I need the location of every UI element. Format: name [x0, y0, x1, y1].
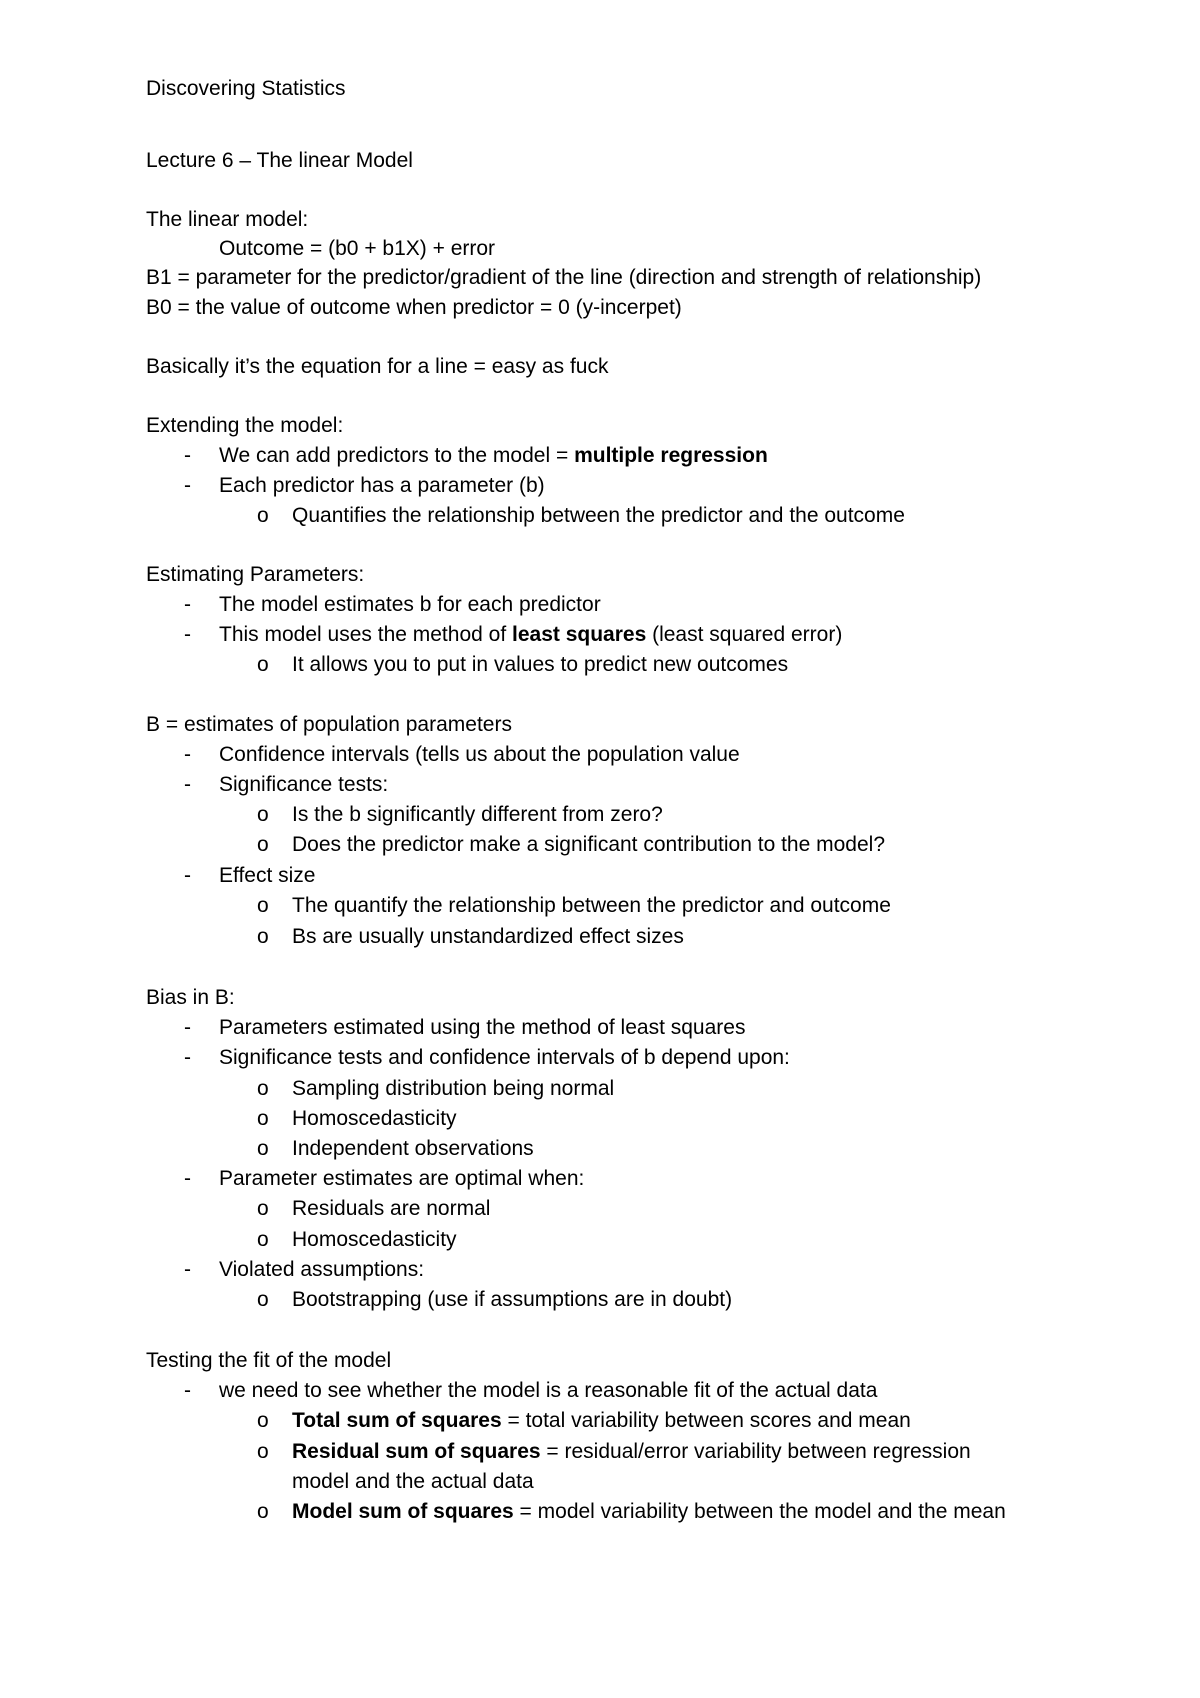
list-item: we need to see whether the model is a reasonable fit of the actual data: [219, 1379, 878, 1402]
b0-definition: B0 = the value of outcome when predictor = 0 (y-incerpet): [146, 296, 682, 319]
list-item: The model estimates b for each predictor: [219, 593, 601, 616]
bullet-circle: o: [257, 1409, 269, 1432]
bullet-dash: -: [184, 623, 191, 646]
bullet-dash: -: [184, 773, 191, 796]
list-subitem: The quantify the relationship between the predictor and outcome: [292, 894, 891, 917]
bullet-circle: o: [257, 1197, 269, 1220]
section-heading-testing: Testing the fit of the model: [146, 1349, 392, 1372]
list-subitem: It allows you to put in values to predict new outcomes: [292, 653, 789, 676]
list-subitem: Independent observations: [292, 1137, 534, 1160]
list-subitem: Quantifies the relationship between the predictor and the outcome: [292, 504, 905, 527]
list-subitem: Does the predictor make a significant contribution to the model?: [292, 833, 885, 856]
bullet-dash: -: [184, 864, 191, 887]
section-heading-estimating: Estimating Parameters:: [146, 563, 365, 586]
list-item: Parameters estimated using the method of least squares: [219, 1016, 746, 1039]
list-subitem: Is the b significantly different from zero?: [292, 803, 663, 826]
bullet-circle: o: [257, 653, 269, 676]
b1-definition: B1 = parameter for the predictor/gradient of the line (direction and strength of relationship): [146, 266, 982, 289]
list-item: We can add predictors to the model = multiple regression: [219, 444, 768, 467]
list-subitem: Residuals are normal: [292, 1197, 491, 1220]
basically-note: Basically it’s the equation for a line = easy as fuck: [146, 355, 609, 378]
bullet-dash: -: [184, 1016, 191, 1039]
bullet-circle: o: [257, 1077, 269, 1100]
bullet-dash: -: [184, 1258, 191, 1281]
list-subitem: Total sum of squares = total variability between scores and mean: [292, 1409, 911, 1432]
list-subitem: Model sum of squares = model variability between the model and the mean: [292, 1500, 1006, 1523]
list-subitem: Bs are usually unstandardized effect sizes: [292, 925, 684, 948]
bullet-dash: -: [184, 593, 191, 616]
section-heading-extending: Extending the model:: [146, 414, 344, 437]
list-item: Confidence intervals (tells us about the population value: [219, 743, 740, 766]
bullet-dash: -: [184, 1379, 191, 1402]
bullet-dash: -: [184, 444, 191, 467]
document-title: Discovering Statistics: [146, 77, 346, 100]
linear-model-equation: Outcome = (b0 + b1X) + error: [219, 237, 496, 260]
list-subitem: Residual sum of squares = residual/error variability between regression: [292, 1440, 971, 1463]
list-item: Effect size: [219, 864, 316, 887]
bullet-dash: -: [184, 1167, 191, 1190]
list-item: Parameter estimates are optimal when:: [219, 1167, 585, 1190]
bullet-circle: o: [257, 1440, 269, 1463]
bullet-dash: -: [184, 743, 191, 766]
bullet-circle: o: [257, 1288, 269, 1311]
bullet-circle: o: [257, 504, 269, 527]
list-subitem: Sampling distribution being normal: [292, 1077, 615, 1100]
bullet-circle: o: [257, 1500, 269, 1523]
bullet-circle: o: [257, 925, 269, 948]
list-item: This model uses the method of least squares (least squared error): [219, 623, 843, 646]
section-heading-b-estimates: B = estimates of population parameters: [146, 713, 512, 736]
list-item: Significance tests and confidence intervals of b depend upon:: [219, 1046, 790, 1069]
bullet-circle: o: [257, 1137, 269, 1160]
list-item: Each predictor has a parameter (b): [219, 474, 545, 497]
bullet-circle: o: [257, 833, 269, 856]
section-heading-bias: Bias in B:: [146, 986, 235, 1009]
bullet-circle: o: [257, 1107, 269, 1130]
list-subitem-continuation: model and the actual data: [292, 1470, 534, 1493]
bullet-circle: o: [257, 803, 269, 826]
list-subitem: Homoscedasticity: [292, 1228, 457, 1251]
list-subitem: Homoscedasticity: [292, 1107, 457, 1130]
bullet-circle: o: [257, 1228, 269, 1251]
section-heading-linear-model: The linear model:: [146, 208, 309, 231]
lecture-title: Lecture 6 – The linear Model: [146, 149, 413, 172]
bullet-dash: -: [184, 474, 191, 497]
bullet-circle: o: [257, 894, 269, 917]
list-subitem: Bootstrapping (use if assumptions are in doubt): [292, 1288, 733, 1311]
list-item: Significance tests:: [219, 773, 389, 796]
bullet-dash: -: [184, 1046, 191, 1069]
list-item: Violated assumptions:: [219, 1258, 425, 1281]
